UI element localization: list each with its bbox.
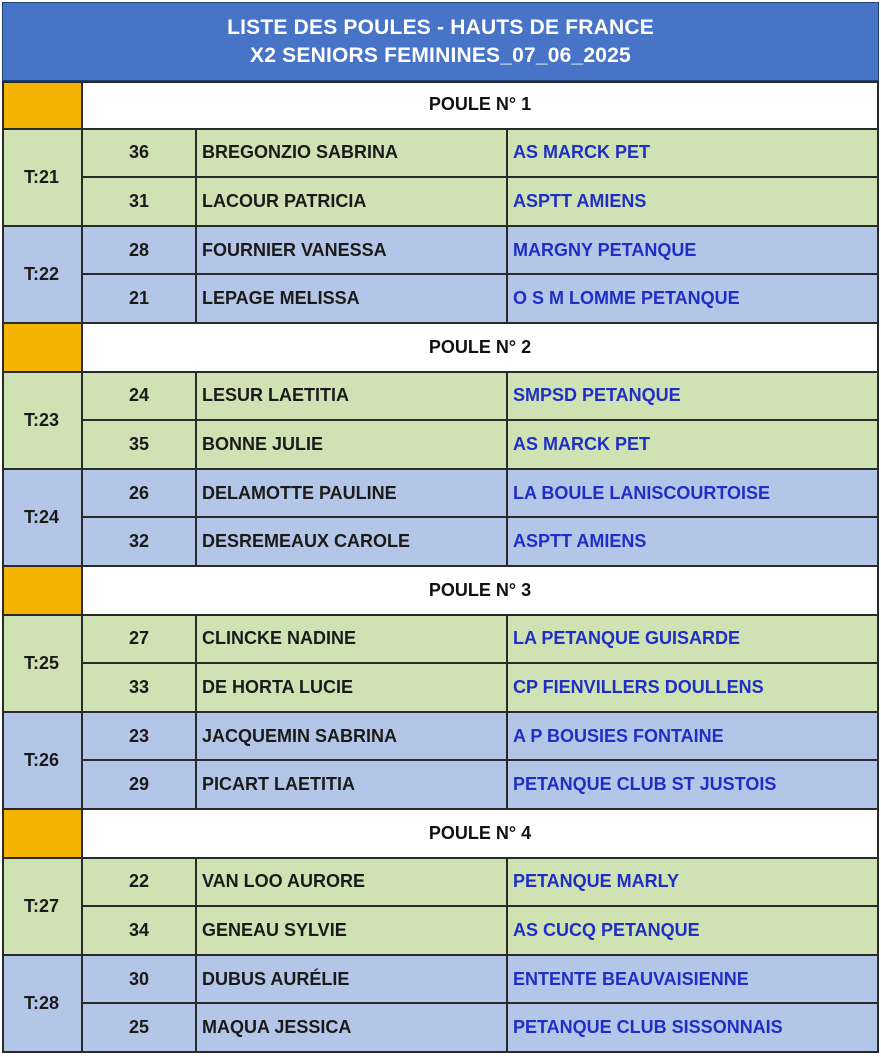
player-name: PICART LAETITIA: [197, 761, 508, 810]
table-label: T:25: [2, 616, 83, 713]
header-subtitle: X2 SENIORS FEMININES_07_06_2025: [250, 43, 631, 67]
player-number: 28: [83, 227, 197, 276]
player-club: AS MARCK PET: [508, 421, 879, 470]
player-number: 25: [83, 1004, 197, 1053]
player-name: MAQUA JESSICA: [197, 1004, 508, 1053]
player-club: ASPTT AMIENS: [508, 178, 879, 227]
player-name: DESREMEAUX CAROLE: [197, 518, 508, 567]
player-club: CP FIENVILLERS DOULLENS: [508, 664, 879, 713]
player-club: AS CUCQ PETANQUE: [508, 907, 879, 956]
player-number: 33: [83, 664, 197, 713]
table-label: T:24: [2, 470, 83, 567]
player-club: LA BOULE LANISCOURTOISE: [508, 470, 879, 519]
player-number: 34: [83, 907, 197, 956]
header-title: LISTE DES POULES - HAUTS DE FRANCE: [227, 15, 654, 39]
player-club: MARGNY PETANQUE: [508, 227, 879, 276]
player-number: 21: [83, 275, 197, 324]
player-name: LESUR LAETITIA: [197, 373, 508, 422]
table-label: T:28: [2, 956, 83, 1053]
poule-title: POULE N° 4: [83, 810, 879, 859]
table-label: T:26: [2, 713, 83, 810]
table-label: T:23: [2, 373, 83, 470]
player-club: ENTENTE BEAUVAISIENNE: [508, 956, 879, 1005]
player-name: FOURNIER VANESSA: [197, 227, 508, 276]
poule-title: POULE N° 1: [83, 81, 879, 130]
table-label: T:27: [2, 859, 83, 956]
player-number: 29: [83, 761, 197, 810]
player-club: PETANQUE CLUB ST JUSTOIS: [508, 761, 879, 810]
player-club: LA PETANQUE GUISARDE: [508, 616, 879, 665]
player-club: AS MARCK PET: [508, 130, 879, 179]
player-name: LEPAGE MELISSA: [197, 275, 508, 324]
table-label: T:22: [2, 227, 83, 324]
player-name: DE HORTA LUCIE: [197, 664, 508, 713]
player-name: BREGONZIO SABRINA: [197, 130, 508, 179]
poule-marker: [2, 810, 83, 859]
player-name: VAN LOO AURORE: [197, 859, 508, 908]
poule-marker: [2, 324, 83, 373]
sheet-header: [2, 2, 879, 81]
player-club: PETANQUE MARLY: [508, 859, 879, 908]
player-number: 32: [83, 518, 197, 567]
player-number: 23: [83, 713, 197, 762]
player-name: CLINCKE NADINE: [197, 616, 508, 665]
player-club: A P BOUSIES FONTAINE: [508, 713, 879, 762]
player-club: ASPTT AMIENS: [508, 518, 879, 567]
player-number: 31: [83, 178, 197, 227]
player-number: 30: [83, 956, 197, 1005]
table-label: T:21: [2, 130, 83, 227]
player-number: 36: [83, 130, 197, 179]
player-club: SMPSD PETANQUE: [508, 373, 879, 422]
player-club: PETANQUE CLUB SISSONNAIS: [508, 1004, 879, 1053]
player-name: DUBUS AURÉLIE: [197, 956, 508, 1005]
player-number: 22: [83, 859, 197, 908]
player-name: JACQUEMIN SABRINA: [197, 713, 508, 762]
player-name: BONNE JULIE: [197, 421, 508, 470]
player-number: 27: [83, 616, 197, 665]
player-number: 24: [83, 373, 197, 422]
poule-title: POULE N° 2: [83, 324, 879, 373]
player-name: GENEAU SYLVIE: [197, 907, 508, 956]
player-name: DELAMOTTE PAULINE: [197, 470, 508, 519]
player-name: LACOUR PATRICIA: [197, 178, 508, 227]
poule-marker: [2, 81, 83, 130]
poule-marker: [2, 567, 83, 616]
poule-title: POULE N° 3: [83, 567, 879, 616]
player-club: O S M LOMME PETANQUE: [508, 275, 879, 324]
player-number: 26: [83, 470, 197, 519]
player-number: 35: [83, 421, 197, 470]
